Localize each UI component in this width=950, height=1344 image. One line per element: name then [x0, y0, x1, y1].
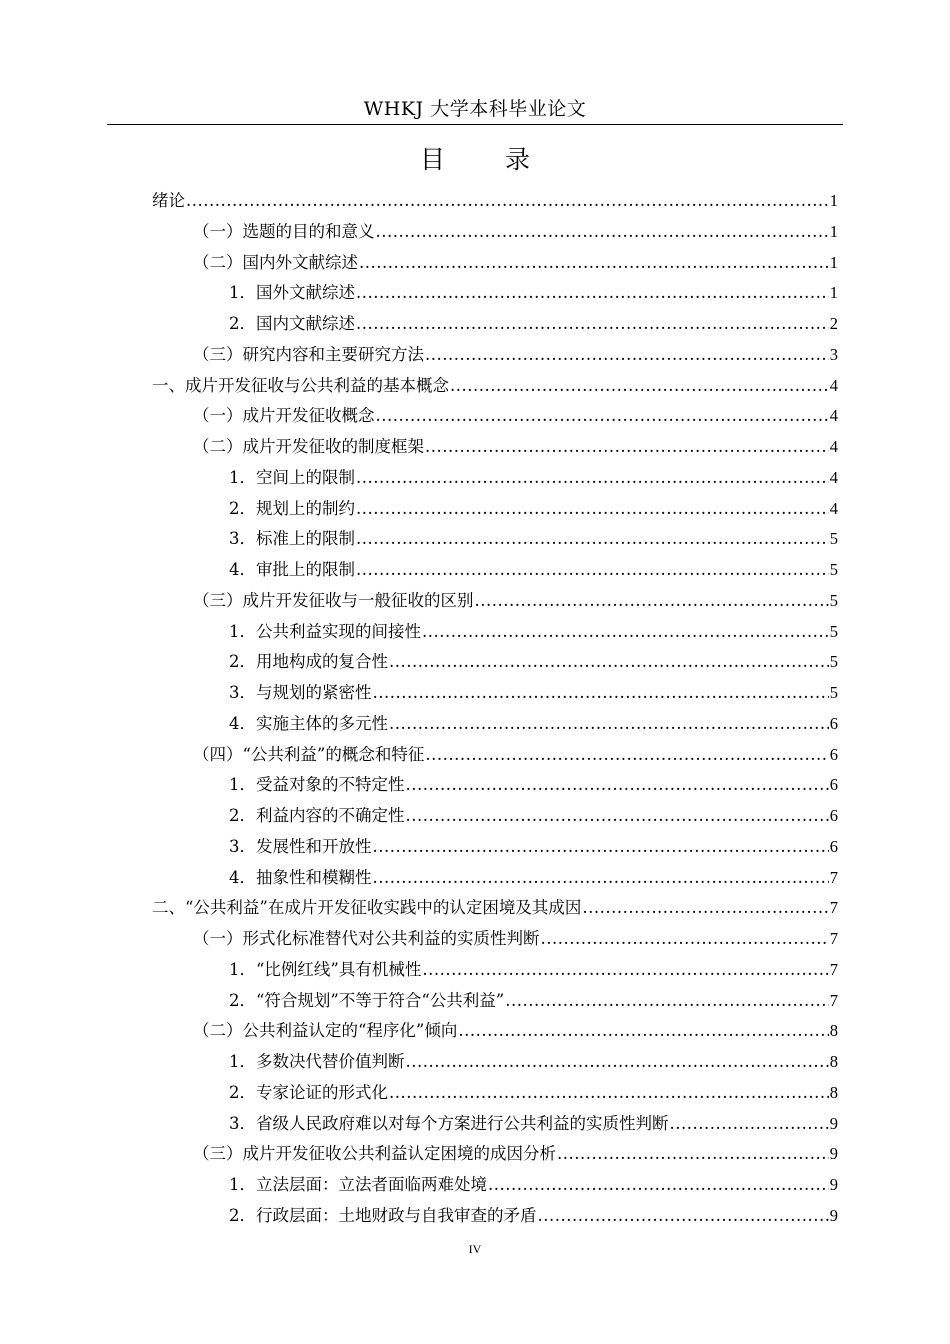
toc-entry-page: 6 [829, 775, 838, 795]
toc-entry[interactable] [229, 308, 838, 339]
toc-entry-title: （三）研究内容和主要研究方法 [193, 344, 424, 364]
toc-entry[interactable] [229, 616, 838, 647]
toc-entry[interactable] [229, 493, 838, 524]
toc-entry-page: 1 [829, 191, 838, 210]
toc-dot-leader [422, 954, 828, 985]
toc-entry-page: 6 [829, 744, 838, 764]
toc-dot-leader [356, 462, 829, 493]
toc-entry-page: 6 [829, 806, 838, 825]
toc-entry[interactable] [229, 862, 838, 893]
toc-entry-page: 5 [829, 621, 838, 641]
toc-entry-page: 8 [829, 1052, 838, 1071]
toc-dot-leader [389, 1077, 829, 1108]
toc-entry[interactable] [193, 923, 838, 954]
toc-dot-leader [505, 985, 829, 1016]
toc-entry-page: 7 [829, 867, 838, 887]
toc-entry-title: （四）“公共利益”的概念和特征 [193, 744, 425, 764]
toc-entry-page: 5 [829, 683, 838, 702]
toc-dot-leader [425, 431, 829, 462]
toc-dot-leader [582, 892, 828, 923]
toc-entry[interactable] [152, 185, 838, 216]
toc-entry-title: 2．利益内容的不确定性 [229, 806, 405, 825]
toc-entry-title: 4．抽象性和模糊性 [229, 867, 372, 887]
toc-entry[interactable] [193, 739, 838, 770]
toc-dot-leader [406, 769, 829, 800]
toc-entry-title: 二、“公共利益”在成片开发征收实践中的认定困境及其成因 [152, 898, 582, 918]
toc-entry-title: 4．实施主体的多元性 [229, 713, 388, 733]
toc-entry-page: 7 [829, 990, 838, 1010]
toc-entry[interactable] [229, 1108, 838, 1139]
toc-entry-page: 8 [829, 1021, 838, 1041]
toc-entry-title: （一）形式化标准替代对公共利益的实质性判断 [193, 929, 540, 948]
toc-entry-title: 1．国外文献综述 [229, 283, 355, 303]
toc-dot-leader [356, 523, 829, 554]
toc-dot-leader [373, 831, 829, 862]
toc-entry-title: 2．专家论证的形式化 [229, 1082, 388, 1102]
toc-entry[interactable] [152, 892, 838, 923]
toc-entry-title: 1．受益对象的不特定性 [229, 775, 405, 795]
toc-entry-title: 1．空间上的限制 [229, 467, 355, 487]
toc-dot-leader [389, 708, 829, 739]
toc-entry-title: 3．与规划的紧密性 [229, 683, 372, 702]
toc-entry-title: 2．用地构成的复合性 [229, 652, 388, 672]
running-header: WHKJ 大学本科毕业论文 [363, 98, 587, 120]
toc-dot-leader [186, 185, 829, 216]
toc-dot-leader [356, 554, 829, 585]
toc-dot-leader [475, 585, 829, 616]
toc-entry[interactable] [229, 831, 838, 862]
toc-entry-title: （一）成片开发征收概念 [193, 406, 375, 426]
toc-entry-title: 2．行政层面：土地财政与自我审查的矛盾 [229, 1205, 537, 1225]
toc-entry[interactable] [229, 800, 838, 831]
toc-entry-page: 6 [829, 836, 838, 856]
toc-entry-page: 8 [829, 1082, 838, 1102]
toc-entry[interactable] [229, 769, 838, 800]
toc-entry-title: 2．“符合规划”不等于符合“公共利益” [229, 990, 505, 1010]
toc-entry-page: 9 [829, 1113, 838, 1133]
toc-entry[interactable] [152, 370, 838, 401]
toc-dot-leader [356, 277, 829, 308]
toc-entry[interactable] [229, 646, 838, 677]
toc-entry-title: 2．国内文献综述 [229, 314, 355, 333]
toc-entry[interactable] [229, 1200, 838, 1231]
toc-entry[interactable] [193, 1015, 838, 1046]
toc-dot-leader [356, 308, 829, 339]
toc-entry-title: 3．省级人民政府难以对每个方案进行公共利益的实质性判断 [229, 1113, 669, 1133]
toc-entry-title: （三）成片开发征收与一般征收的区别 [193, 590, 474, 610]
toc-entry-page: 7 [829, 929, 838, 948]
toc-entry-page: 5 [829, 529, 838, 549]
toc-entry-title: 1．多数决代替价值判断 [229, 1052, 405, 1071]
toc-entry[interactable] [229, 554, 838, 585]
toc-dot-leader [406, 800, 829, 831]
toc-entry[interactable] [229, 1077, 838, 1108]
toc-entry-page: 5 [829, 590, 838, 610]
toc-dot-leader [557, 1138, 829, 1169]
toc-entry-page: 1 [829, 221, 838, 241]
toc-entry[interactable] [229, 1169, 838, 1200]
toc-entry-title: 3．标准上的限制 [229, 529, 355, 549]
toc-entry-title: 绪论 [152, 191, 185, 210]
toc-entry-page: 5 [829, 652, 838, 672]
toc-entry[interactable] [229, 677, 838, 708]
toc-entry-page: 9 [829, 1175, 838, 1194]
toc-entry-title: 1．立法层面：立法者面临两难处境 [229, 1175, 487, 1194]
toc-dot-leader [389, 646, 829, 677]
toc-entry[interactable] [193, 339, 838, 370]
toc-title: 目 录 [420, 145, 556, 174]
toc-entry-page: 4 [829, 406, 838, 426]
toc-entry-page: 5 [829, 560, 838, 579]
toc-entry-page: 1 [829, 283, 838, 303]
toc-entry-title: 1．“比例红线”具有机械性 [229, 959, 422, 979]
toc-entry-page: 9 [829, 1205, 838, 1225]
toc-entry-page: 7 [829, 959, 838, 979]
toc-dot-leader [376, 216, 829, 247]
toc-dot-leader [373, 677, 829, 708]
toc-entry-page: 3 [829, 344, 838, 364]
toc-entry-title: （三）成片开发征收公共利益认定困境的成因分析 [193, 1144, 556, 1164]
toc-dot-leader [450, 370, 829, 401]
toc-entry-page: 7 [829, 898, 838, 918]
toc-dot-leader [425, 739, 828, 770]
toc-entry[interactable] [193, 247, 838, 278]
toc-entry-title: 1．公共利益实现的间接性 [229, 621, 421, 641]
toc-entry[interactable] [229, 1046, 838, 1077]
toc-entry[interactable] [229, 985, 838, 1016]
toc-entry-title: （二）国内外文献综述 [193, 252, 358, 272]
toc-entry-page: 4 [829, 467, 838, 487]
toc-entry-title: 一、成片开发征收与公共利益的基本概念 [152, 375, 449, 395]
toc-entry-page: 6 [829, 713, 838, 733]
toc-entry[interactable] [193, 400, 838, 431]
toc-entry-page: 4 [829, 375, 838, 395]
toc-dot-leader [425, 339, 829, 370]
toc-dot-leader [376, 400, 829, 431]
toc-entry-title: 3．发展性和开放性 [229, 836, 372, 856]
toc-entry-title: 4．审批上的限制 [229, 560, 355, 579]
toc-dot-leader [422, 616, 829, 647]
toc-dot-leader [538, 1200, 829, 1231]
toc-entry-page: 9 [829, 1144, 838, 1164]
toc-dot-leader [458, 1015, 828, 1046]
toc-entry[interactable] [193, 216, 838, 247]
toc-dot-leader [406, 1046, 829, 1077]
toc-dot-leader [670, 1108, 829, 1139]
toc-entry-title: （二）成片开发征收的制度框架 [193, 437, 424, 456]
toc-dot-leader [541, 923, 829, 954]
toc-entry-title: （二）公共利益认定的“程序化”倾向 [193, 1021, 458, 1041]
toc-dot-leader [488, 1169, 829, 1200]
toc-entry-page: 4 [829, 498, 838, 518]
toc-entry[interactable] [229, 708, 838, 739]
toc-entry-page: 2 [829, 314, 838, 333]
toc-dot-leader [359, 247, 829, 278]
toc-entry[interactable] [193, 585, 838, 616]
toc-entry[interactable] [229, 462, 838, 493]
toc-entry-page: 1 [829, 252, 838, 272]
toc-entry-title: 2．规划上的制约 [229, 498, 355, 518]
page-number: IV [468, 1242, 482, 1256]
toc-entry[interactable] [229, 277, 838, 308]
toc-dot-leader [356, 493, 829, 524]
toc-entry-page: 4 [829, 437, 838, 456]
toc-dot-leader [373, 862, 829, 893]
toc-entry-title: （一）选题的目的和意义 [193, 221, 375, 241]
toc-entry[interactable] [193, 431, 838, 462]
toc-entry[interactable] [229, 523, 838, 554]
toc-entry[interactable] [229, 954, 838, 985]
toc-entry[interactable] [193, 1138, 838, 1169]
